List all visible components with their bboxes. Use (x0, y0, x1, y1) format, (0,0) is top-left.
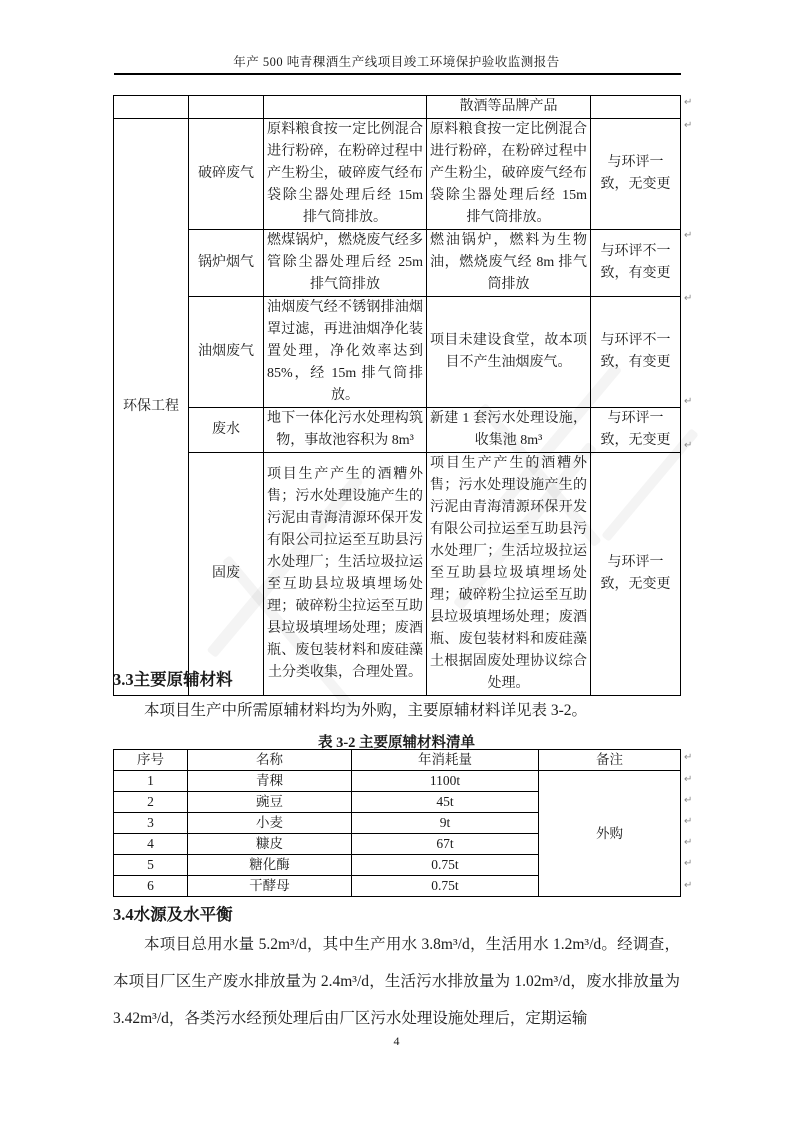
actual-cell: 原料粮食按一定比例混合进行粉碎，在粉碎过程中产生粉尘，破碎废气经布袋除尘器处理后经 15m 排气筒排放。 (427, 119, 591, 230)
empty-cell (114, 96, 189, 119)
row-label: 油烟废气 (189, 297, 264, 408)
conclusion-cell: 与环评不一致，有变更 (591, 297, 681, 408)
page-header-title: 年产 500 吨青稞酒生产线项目竣工环境保护验收监测报告 (233, 55, 560, 69)
actual-cell: 项目未建设食堂，故本项目不产生油烟废气。 (427, 297, 591, 408)
col-header-name: 名称 (188, 750, 352, 771)
no-cell: 1 (114, 771, 188, 792)
row-end-mark: ↵ (684, 774, 693, 785)
row-end-mark: ↵ (684, 837, 693, 848)
row-end-mark: ↵ (684, 97, 693, 108)
conclusion-cell: 与环评一致，无变更 (591, 119, 681, 230)
row-label: 破碎废气 (189, 119, 264, 230)
row-end-mark: ↵ (684, 120, 693, 131)
design-cell: 地下一体化污水处理构筑物，事故池容积为 8m³ (264, 408, 427, 453)
conclusion-cell (591, 96, 681, 119)
row-end-mark: ↵ (684, 816, 693, 827)
col-header-no: 序号 (114, 750, 188, 771)
section-heading-34: 3.4水源及水平衡 (113, 905, 233, 924)
section-33-paragraph: 本项目生产中所需原辅材料均为外购，主要原辅材料详见表 3-2。 (144, 702, 588, 719)
comparison-table (113, 95, 681, 696)
no-cell: 4 (114, 834, 188, 855)
design-cell: 原料粮食按一定比例混合进行粉碎，在粉碎过程中产生粉尘，破碎废气经布袋除尘器处理后经 15m 排气筒排放。 (264, 119, 427, 230)
row-label: 废水 (189, 408, 264, 453)
materials-table (113, 749, 681, 897)
design-cell: 油烟废气经不锈钢排油烟罩过滤，再进油烟净化装置处理，净化效率达到 85%，经 15m 排气筒排放。 (264, 297, 427, 408)
row-label: 固废 (189, 453, 264, 696)
name-cell: 青稞 (188, 771, 352, 792)
amount-cell: 0.75t (352, 876, 539, 897)
no-cell: 6 (114, 876, 188, 897)
amount-cell: 45t (352, 792, 539, 813)
conclusion-cell: 与环评不一致，有变更 (591, 230, 681, 297)
empty-cell (189, 96, 264, 119)
materials-row (114, 771, 681, 792)
no-cell: 2 (114, 792, 188, 813)
actual-cell: 散酒等品牌产品 (427, 96, 591, 119)
table-row-solid-waste (114, 453, 681, 696)
row-end-mark: ↵ (684, 396, 693, 407)
group-label-cell: 环保工程 (114, 119, 189, 696)
amount-cell: 1100t (352, 771, 539, 792)
row-end-mark: ↵ (684, 293, 693, 304)
row-end-mark: ↵ (684, 858, 693, 869)
col-header-amount: 年消耗量 (352, 750, 539, 771)
design-cell: 燃煤锅炉，燃烧废气经多管除尘器处理后经 25m 排气筒排放 (264, 230, 427, 297)
amount-cell: 0.75t (352, 855, 539, 876)
page-number: 4 (393, 1034, 400, 1048)
table-row-crushing-gas (114, 119, 681, 230)
actual-cell: 燃油锅炉，燃料为生物油，燃烧废气经 8m 排气筒排放 (427, 230, 591, 297)
table-row-fume-gas (114, 297, 681, 408)
row-end-mark: ↵ (684, 752, 693, 763)
materials-table-caption: 表 3-2 主要原辅材料清单 (317, 735, 476, 751)
table-row-boiler-flue (114, 230, 681, 297)
row-end-mark: ↵ (684, 880, 693, 891)
no-cell: 3 (114, 813, 188, 834)
table-row-carryover (114, 96, 681, 119)
row-end-mark: ↵ (684, 440, 693, 451)
materials-header-row (114, 750, 681, 771)
col-header-remark: 备注 (539, 750, 681, 771)
conclusion-cell: 与环评一致，无变更 (591, 408, 681, 453)
actual-cell: 新建 1 套污水处理设施，收集池 8m³ (427, 408, 591, 453)
section-heading-33: 3.3主要原辅材料 (113, 670, 233, 689)
row-end-mark: ↵ (684, 795, 693, 806)
name-cell: 糠皮 (188, 834, 352, 855)
remark-cell: 外购 (539, 771, 681, 897)
row-label: 锅炉烟气 (189, 230, 264, 297)
name-cell: 小麦 (188, 813, 352, 834)
design-cell (264, 96, 427, 119)
name-cell: 豌豆 (188, 792, 352, 813)
row-end-mark: ↵ (684, 230, 693, 241)
amount-cell: 67t (352, 834, 539, 855)
table-row-wastewater (114, 408, 681, 453)
amount-cell: 9t (352, 813, 539, 834)
conclusion-cell: 与环评一致，无变更 (591, 453, 681, 696)
name-cell: 干酵母 (188, 876, 352, 897)
design-cell: 项目生产产生的酒糟外售；污水处理设施产生的污泥由青海清源环保开发有限公司拉运至互助县污水处理厂；生活垃圾拉运至互助县垃圾填埋场处理；破碎粉尘拉运至互助县垃圾填埋场处理；废酒瓶、废包装材料和废硅藻土分类收集，合理处置。 (264, 453, 427, 696)
name-cell: 糖化酶 (188, 855, 352, 876)
section-34-paragraph: 本项目总用水量 5.2m³/d，其中生产用水 3.8m³/d，生活用水 1.2m³/d。经调查，本项目厂区生产废水排放量为 2.4m³/d，生活污水排放量为 1.02m³/d，废水排放量为 3.42m³/d，各类污水经预处理后由厂区污水处理设施处理后，定期运输 (113, 936, 680, 1027)
actual-cell: 项目生产产生的酒糟外售；污水处理设施产生的污泥由青海清源环保开发有限公司拉运至互助县污水处理厂；生活垃圾拉运至互助县垃圾填埋场处理；破碎粉尘拉运至互助县垃圾填埋场处理；废酒瓶、废包装材料和废硅藻土根据固废处理协议综合处理。 (427, 453, 591, 696)
header-rule (114, 73, 681, 75)
no-cell: 5 (114, 855, 188, 876)
